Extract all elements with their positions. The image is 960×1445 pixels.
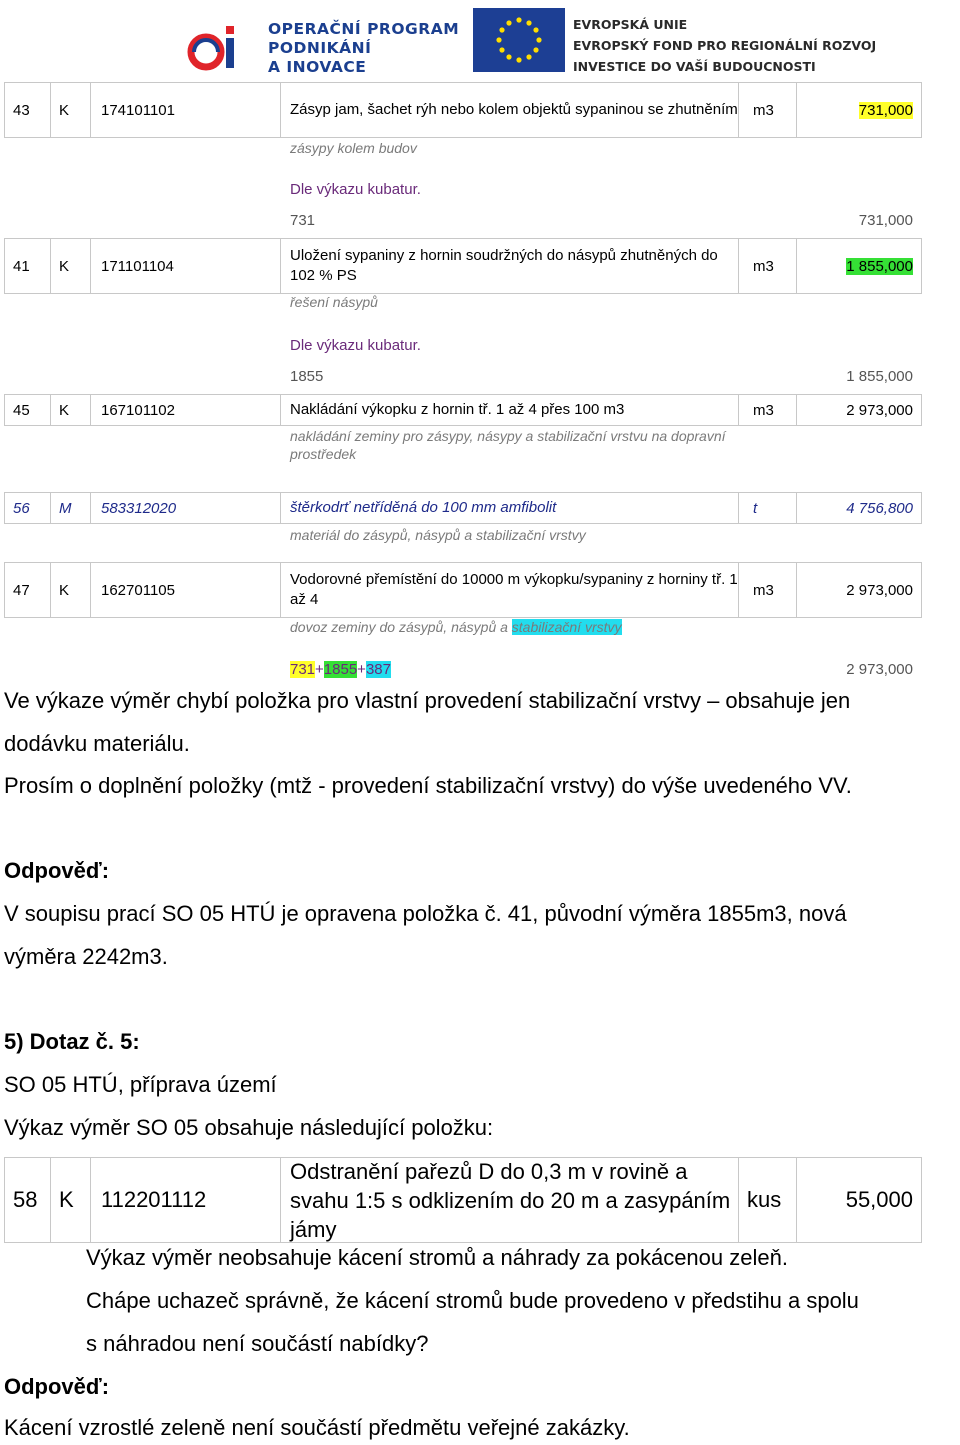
op-line-2: PODNIKÁNÍ bbox=[268, 39, 372, 57]
eu-line-1: EVROPSKÁ UNIE bbox=[573, 17, 688, 32]
row-number: 56 bbox=[5, 493, 51, 523]
sum-value: 731,000 bbox=[858, 212, 913, 229]
row-description: Vodorovné přemístění do 10000 m výkopku/sypaniny z horniny tř. 1 až 4 bbox=[281, 563, 739, 617]
row-unit: m3 bbox=[739, 239, 797, 293]
table-row-58 bbox=[4, 1157, 922, 1243]
formula-part-a: 731 bbox=[290, 661, 316, 678]
row-description: Uložení sypaniny z hornin soudržných do násypů zhutněných do 102 % PS bbox=[281, 239, 739, 293]
note-text: dovoz zeminy do zásypů, násypů a bbox=[290, 619, 512, 635]
eu-fund-text bbox=[573, 14, 876, 77]
row-sum bbox=[290, 661, 913, 678]
row-unit: t bbox=[739, 493, 797, 523]
row-note: nakládání zeminy pro zásypy, násypy a stabilizační vrstvu na dopravní prostředek bbox=[290, 428, 726, 462]
question-5-line-3: s náhradou není součástí nabídky? bbox=[86, 1331, 429, 1356]
row-number: 41 bbox=[5, 239, 51, 293]
row-code: 583312020 bbox=[91, 493, 281, 523]
eu-line-3: INVESTICE DO VAŠÍ BUDOUCNOSTI bbox=[573, 59, 816, 74]
question-5-subtitle: SO 05 HTÚ, příprava území bbox=[4, 1072, 277, 1097]
row-quantity: 2 973,000 bbox=[846, 401, 913, 419]
answer-1-line-1: V soupisu prací SO 05 HTÚ je opravena položka č. 41, původní výměra 1855m3, nová bbox=[4, 901, 847, 926]
row-code: 171101104 bbox=[91, 239, 281, 293]
op-pik-logo-icon bbox=[186, 22, 246, 78]
sum-formula bbox=[290, 661, 391, 678]
row-quantity: 2 973,000 bbox=[846, 581, 913, 599]
row-type: K bbox=[51, 239, 91, 293]
note-highlight: stabilizační vrstvy bbox=[511, 619, 622, 635]
answer-1-label: Odpověď: bbox=[4, 858, 110, 883]
row-code: 174101101 bbox=[91, 83, 281, 137]
sum-label: 1855 bbox=[290, 368, 324, 385]
table-row-43 bbox=[4, 82, 922, 138]
table-row-41 bbox=[4, 238, 922, 294]
row-note: materiál do zásypů, násypů a stabilizační vrstvy bbox=[290, 527, 586, 543]
answer-1-line-2: výměra 2242m3. bbox=[4, 944, 168, 969]
row-description: Zásyp jam, šachet rýh nebo kolem objektů sypaninou se zhutněním bbox=[281, 83, 739, 137]
row-code: 167101102 bbox=[91, 395, 281, 425]
paragraph-1-line-2: dodávku materiálu. bbox=[4, 731, 190, 756]
table-row-45 bbox=[4, 394, 922, 426]
page-header bbox=[0, 0, 960, 80]
row-calculation: Dle výkazu kubatur. bbox=[290, 337, 421, 354]
eu-flag-icon bbox=[473, 8, 565, 72]
eu-line-2: EVROPSKÝ FOND PRO REGIONÁLNÍ ROZVOJ bbox=[573, 38, 877, 53]
row-sum bbox=[290, 212, 913, 229]
table-row-47 bbox=[4, 562, 922, 618]
question-5-title: 5) Dotaz č. 5: bbox=[4, 1029, 140, 1054]
row-type: K bbox=[51, 395, 91, 425]
formula-plus-1: + bbox=[315, 661, 324, 678]
answer-2-label: Odpověď: bbox=[4, 1374, 110, 1399]
formula-part-c: 387 bbox=[365, 661, 391, 678]
row-type: K bbox=[51, 1158, 91, 1242]
row-number: 45 bbox=[5, 395, 51, 425]
op-line-1: OPERAČNÍ PROGRAM bbox=[268, 20, 460, 38]
row-code: 112201112 bbox=[91, 1158, 281, 1242]
answer-2-text: Kácení vzrostlé zeleně není součástí předmětu veřejné zakázky. bbox=[4, 1415, 630, 1440]
row-number: 47 bbox=[5, 563, 51, 617]
row-unit: m3 bbox=[739, 83, 797, 137]
question-5-intro: Výkaz výměr SO 05 obsahuje následující položku: bbox=[4, 1115, 494, 1140]
row-quantity bbox=[797, 83, 921, 137]
row-note: zásypy kolem budov bbox=[290, 140, 417, 156]
sum-label: 731 bbox=[290, 212, 316, 229]
question-5-line-1: Výkaz výměr neobsahuje kácení stromů a náhrady za pokácenou zeleň. bbox=[86, 1245, 788, 1270]
row-quantity: 55,000 bbox=[845, 1187, 913, 1212]
row-description: štěrkodrť netříděná do 100 mm amfibolit bbox=[281, 493, 739, 523]
paragraph-2: Prosím o doplnění položky (mtž - provedení stabilizační vrstvy) do výše uvedeného VV. bbox=[4, 773, 852, 798]
question-5-line-2: Chápe uchazeč správně, že kácení stromů bude provedeno v předstihu a spolu bbox=[86, 1288, 859, 1313]
row-calculation: Dle výkazu kubatur. bbox=[290, 181, 421, 198]
row-unit: kus bbox=[739, 1158, 797, 1242]
row-unit: m3 bbox=[739, 563, 797, 617]
row-unit: m3 bbox=[739, 395, 797, 425]
formula-part-b: 1855 bbox=[323, 661, 358, 678]
op-program-title bbox=[268, 20, 459, 77]
row-quantity: 4 756,800 bbox=[846, 499, 913, 517]
sum-value: 2 973,000 bbox=[846, 661, 913, 678]
row-note bbox=[290, 618, 622, 636]
paragraph-1-line-1: Ve výkaze výměr chybí položka pro vlastní provedení stabilizační vrstvy – obsahuje jen bbox=[4, 688, 851, 713]
sum-value: 1 855,000 bbox=[846, 368, 913, 385]
row-note: řešení násypů bbox=[290, 294, 378, 310]
row-quantity bbox=[797, 239, 921, 293]
row-type: K bbox=[51, 563, 91, 617]
row-type: K bbox=[51, 83, 91, 137]
row-code: 162701105 bbox=[91, 563, 281, 617]
row-description: Nakládání výkopku z hornin tř. 1 až 4 přes 100 m3 bbox=[281, 395, 739, 425]
row-number: 43 bbox=[5, 83, 51, 137]
op-line-3: A INOVACE bbox=[268, 58, 367, 76]
quantity-highlight: 731,000 bbox=[858, 101, 913, 119]
formula-plus-2: + bbox=[357, 661, 366, 678]
quantity-highlight: 1 855,000 bbox=[846, 257, 913, 275]
row-number: 58 bbox=[5, 1158, 51, 1242]
row-description: Odstranění pařezů D do 0,3 m v rovině a svahu 1:5 s odklizením do 20 m a zasypáním jámy bbox=[281, 1158, 739, 1242]
table-row-56 bbox=[4, 492, 922, 524]
row-type: M bbox=[51, 493, 91, 523]
row-sum bbox=[290, 368, 913, 385]
